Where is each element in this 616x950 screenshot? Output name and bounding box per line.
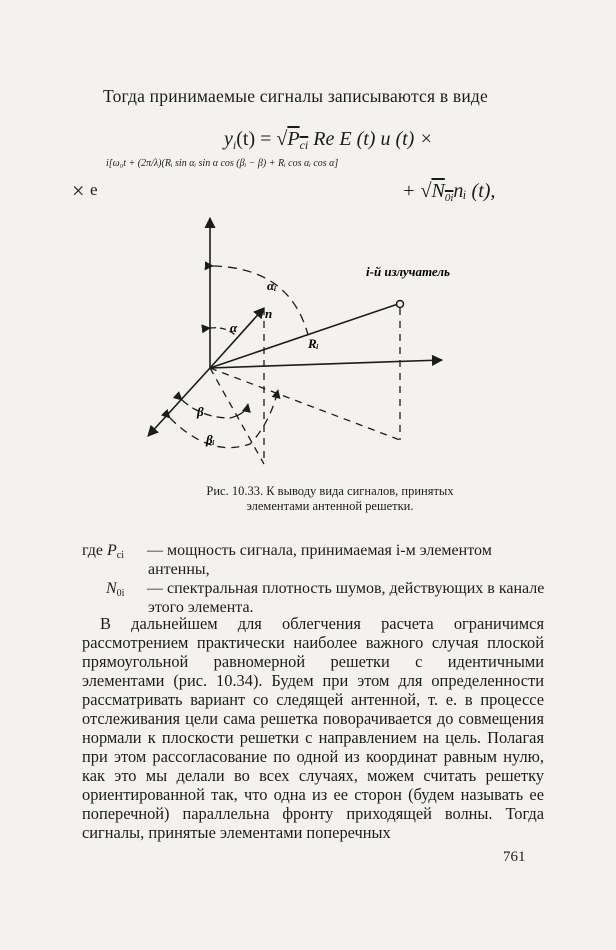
eq-sqrt2: √ [420,180,432,202]
figure-antenna-geometry [140,208,460,478]
paragraph-text: В дальнейшем для облегчения расчета ограничимся рассмотрением практически наиболее важного случая плоской прямоугольной равномерной решетки с идентичными элементами (рис. 10.34). Будем при этом для определенности рассматривать вариант со следящей антенной, т. е. в процессе отслеживания цели сама решетка поворачивается до совмещения нормали к плоскости решетки с направлением на цель. Полагая при этом рассогласование по одной из координат равным нулю, как это мы делали во всех случаях, можем считать решетку ориентированной так, что одна из ее сторон (будем называть ее поперечной) параллельна фронту приходящей волны. Тогда сигналы, принятые элементами поперечных [82,614,544,842]
definition-prefix: где [82,542,104,559]
label-alpha: α [230,320,238,335]
definition-row [82,579,552,617]
label-emitter: i-й излучатель [366,264,450,279]
intro-line: Тогда принимаемые сигналы записываются в виде [103,86,488,106]
eq-exp-base: e [90,180,98,199]
definition-symbol-sub: 0i [116,588,125,599]
definition-text: — спектральная плотность шумов, действующих в канале этого элемента. [147,580,545,616]
definition-text: — мощность сигнала, принимаемая i-м элементом антенны, [147,542,492,578]
definition-row [82,541,552,579]
label-n: n [265,306,273,321]
x-axis [210,360,442,368]
y-axis [148,368,210,436]
eq-lhs-arg: (t) = [236,128,277,150]
body-paragraph [82,614,544,842]
eq-tail: nᵢ (t), [453,180,496,202]
sqrt-symbol: √ [276,128,288,150]
definition-symbol-sub: ci [116,550,125,561]
eq-power: P [287,128,300,150]
eq-noise: N [431,180,445,202]
arc-beta-tip [230,404,248,418]
definitions [82,541,552,617]
caption-line-1: Рис. 10.33. К выводу вида сигналов, принятых [206,484,454,498]
eq-rhs: Re E (t) u (t) × [308,128,433,150]
caption-line-2: элементами антенной решетки. [246,499,414,513]
definition-symbol: P [107,542,117,559]
arc-alpha-i [213,266,308,335]
eq-noise-sub: 0i [444,192,454,204]
page-number: 761 [503,849,526,865]
definition-term [82,579,148,617]
definition-symbol: N [106,580,117,597]
eq-times: × [72,178,85,203]
eq-lhs: y [224,128,233,150]
projection-emitter-base [210,368,400,440]
label-beta: β [197,404,204,419]
arc-beta [182,400,230,418]
eq-power-sub: ci [299,138,309,152]
eq-noise-term [402,180,495,204]
label-alpha-i: αᵢ [267,278,277,293]
definition-term [82,541,148,579]
arc-beta-i [170,390,278,448]
eq-lhs-sub: i [232,138,237,152]
eq-plus: + [402,180,421,202]
equation-line-1 [224,128,433,153]
label-R-i: Rᵢ [308,336,319,351]
label-beta-i: βᵢ [206,432,215,447]
figure-caption [150,484,510,514]
eq-exponent: i[ω₀t + (2π/λ)(Rᵢ sin αᵢ sin α cos (βᵢ − β) + Rᵢ cos αᵢ cos α] [106,158,339,169]
emitter-point [397,301,404,308]
equation-line-2 [72,158,532,206]
